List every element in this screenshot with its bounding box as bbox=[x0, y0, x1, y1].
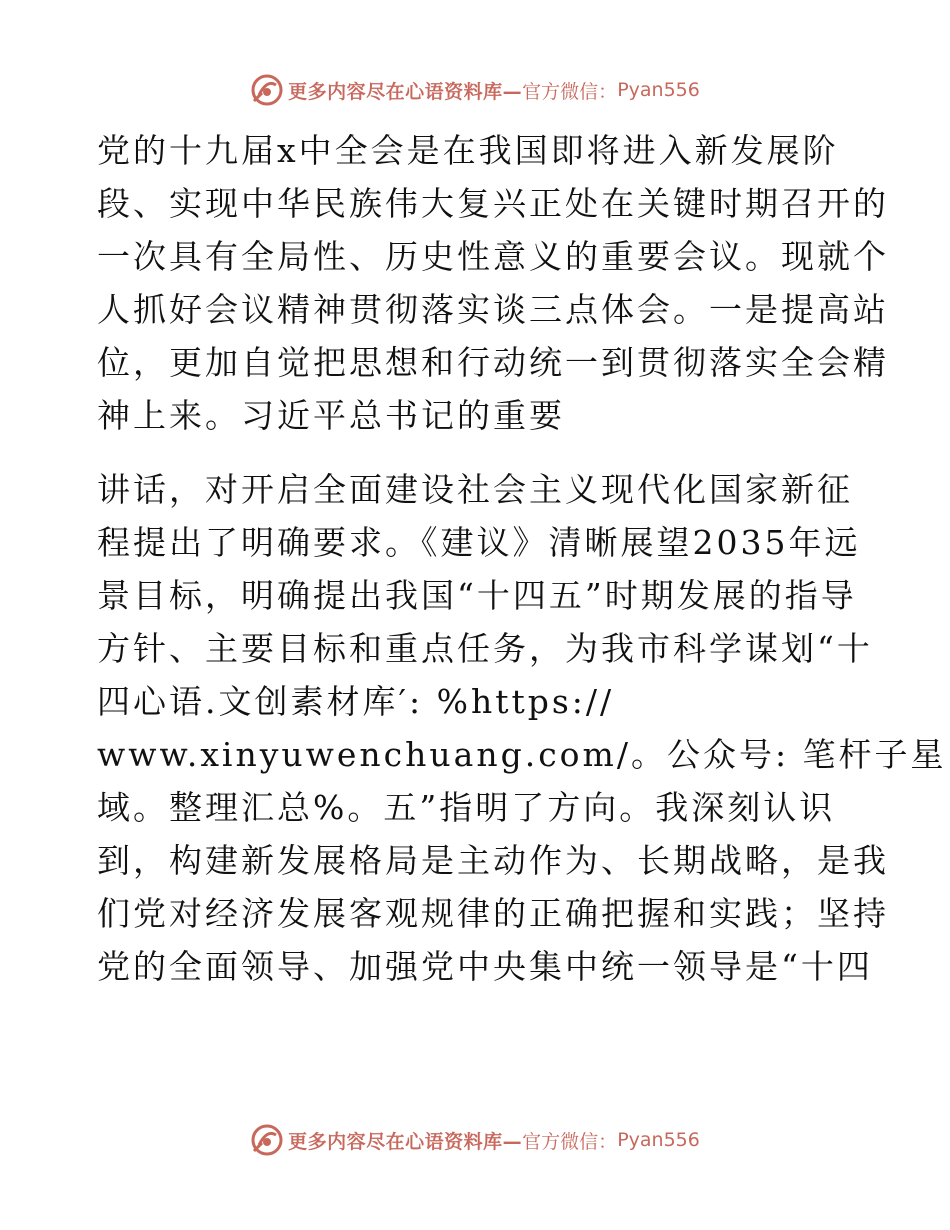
text-line: 人抓好会议精神贯彻落实谈三点体会。一是提高站 bbox=[97, 290, 889, 329]
text-line: 们党对经济发展客观规律的正确把握和实践；坚持 bbox=[97, 894, 889, 933]
watermark-wechat-id: Pyan556 bbox=[617, 79, 700, 101]
text-line: 景目标，明确提出我国“十四五”时期发展的指导 bbox=[97, 576, 857, 615]
text-line: 域。整理汇总%。五”指明了方向。我深刻认识 bbox=[97, 788, 836, 827]
paragraph-2 bbox=[97, 463, 947, 993]
text-line: 方针、主要目标和重点任务，为我市科学谋划“十 bbox=[97, 629, 873, 668]
text-line: 程提出了明确要求。《建议》清晰展望2035年远 bbox=[97, 523, 861, 562]
document-body bbox=[97, 124, 947, 993]
text-line: 一次具有全局性、历史性意义的重要会议。现就个 bbox=[97, 237, 889, 276]
text-line: 到，构建新发展格局是主动作为、长期战略，是我 bbox=[97, 841, 889, 880]
watermark-main-text: 更多内容尽在心语资料库— bbox=[288, 1130, 523, 1153]
paragraph-1 bbox=[97, 124, 889, 442]
text-line: 位，更加自觉把思想和行动统一到贯彻落实全会精 bbox=[97, 343, 889, 382]
watermark-main-text: 更多内容尽在心语资料库— bbox=[288, 80, 523, 103]
watermark-wechat-label: 官方微信： bbox=[522, 1130, 618, 1153]
text-line: 党的全面领导、加强党中央集中统一领导是“十四 bbox=[97, 947, 873, 986]
text-line: 党的十九届x中全会是在我国即将进入新发展阶 bbox=[97, 131, 839, 170]
text-line: 四心语.文创素材库′: %https:// bbox=[97, 682, 615, 721]
text-line: 讲话，对开启全面建设社会主义现代化国家新征 bbox=[97, 470, 853, 509]
text-line: 段、实现中华民族伟大复兴正处在关键时期召开的 bbox=[97, 184, 889, 223]
text-line: 神上来。习近平总书记的重要 bbox=[97, 396, 565, 435]
header-watermark bbox=[0, 70, 950, 110]
footer-watermark bbox=[0, 1120, 950, 1160]
text-line: www.xinyuwenchuang.com/。公众号: 笔杆子星 bbox=[97, 735, 947, 774]
watermark-wechat-label: 官方微信： bbox=[522, 80, 618, 103]
brand-logo-icon bbox=[250, 73, 284, 107]
brand-logo-icon bbox=[250, 1123, 284, 1157]
watermark-wechat-id: Pyan556 bbox=[617, 1129, 700, 1151]
